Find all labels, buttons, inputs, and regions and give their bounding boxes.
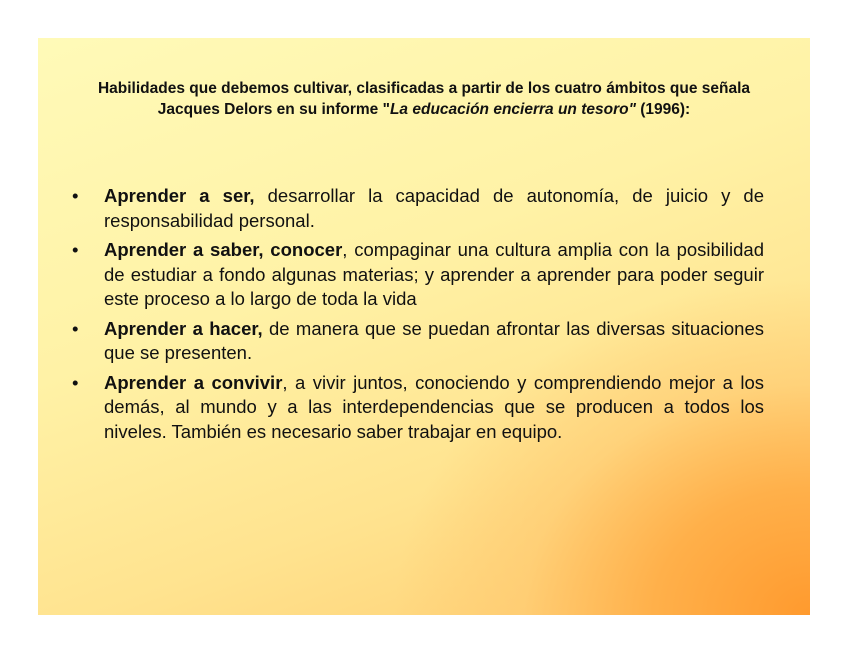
item-heading: Aprender a saber, conocer bbox=[104, 239, 343, 260]
list-item bbox=[64, 371, 764, 445]
title-prefix: Habilidades que debemos cultivar, clasificadas a partir de los cuatro ámbitos que señala Jacques Delors en su informe " bbox=[97, 80, 751, 118]
bullet-icon: • bbox=[72, 317, 79, 339]
item-heading: Aprender a ser, bbox=[104, 185, 255, 206]
slide-title bbox=[78, 78, 770, 120]
bullet-icon: • bbox=[72, 371, 79, 393]
list-item bbox=[64, 238, 764, 312]
item-text: de manera que se puedan afrontar las diversas situaciones que se presenten. bbox=[104, 317, 764, 363]
list-item bbox=[64, 184, 764, 233]
bullet-icon: • bbox=[72, 239, 79, 260]
item-text: , compaginar una cultura amplia con la posibilidad de estudiar a fondo algunas materias; y aprender a aprender para poder seguir este proceso a lo largo de toda la vida bbox=[104, 239, 764, 309]
list-item bbox=[64, 317, 764, 366]
bullet-list bbox=[64, 184, 764, 449]
title-suffix: (1996): bbox=[635, 101, 691, 118]
item-heading: Aprender a convivir bbox=[104, 371, 283, 393]
item-heading: Aprender a hacer, bbox=[104, 317, 263, 339]
item-text: desarrollar la capacidad de autonomía, de juicio y de responsabilidad personal. bbox=[104, 185, 764, 231]
item-text: , a vivir juntos, conociendo y comprendiendo mejor a los demás, al mundo y a las interdependencias que se producen a todos los niveles. También es necesario saber trabajar en equipo. bbox=[104, 371, 764, 442]
bullet-icon: • bbox=[72, 185, 79, 206]
slide bbox=[38, 38, 810, 615]
title-book-name: La educación encierra un tesoro" bbox=[389, 101, 636, 118]
